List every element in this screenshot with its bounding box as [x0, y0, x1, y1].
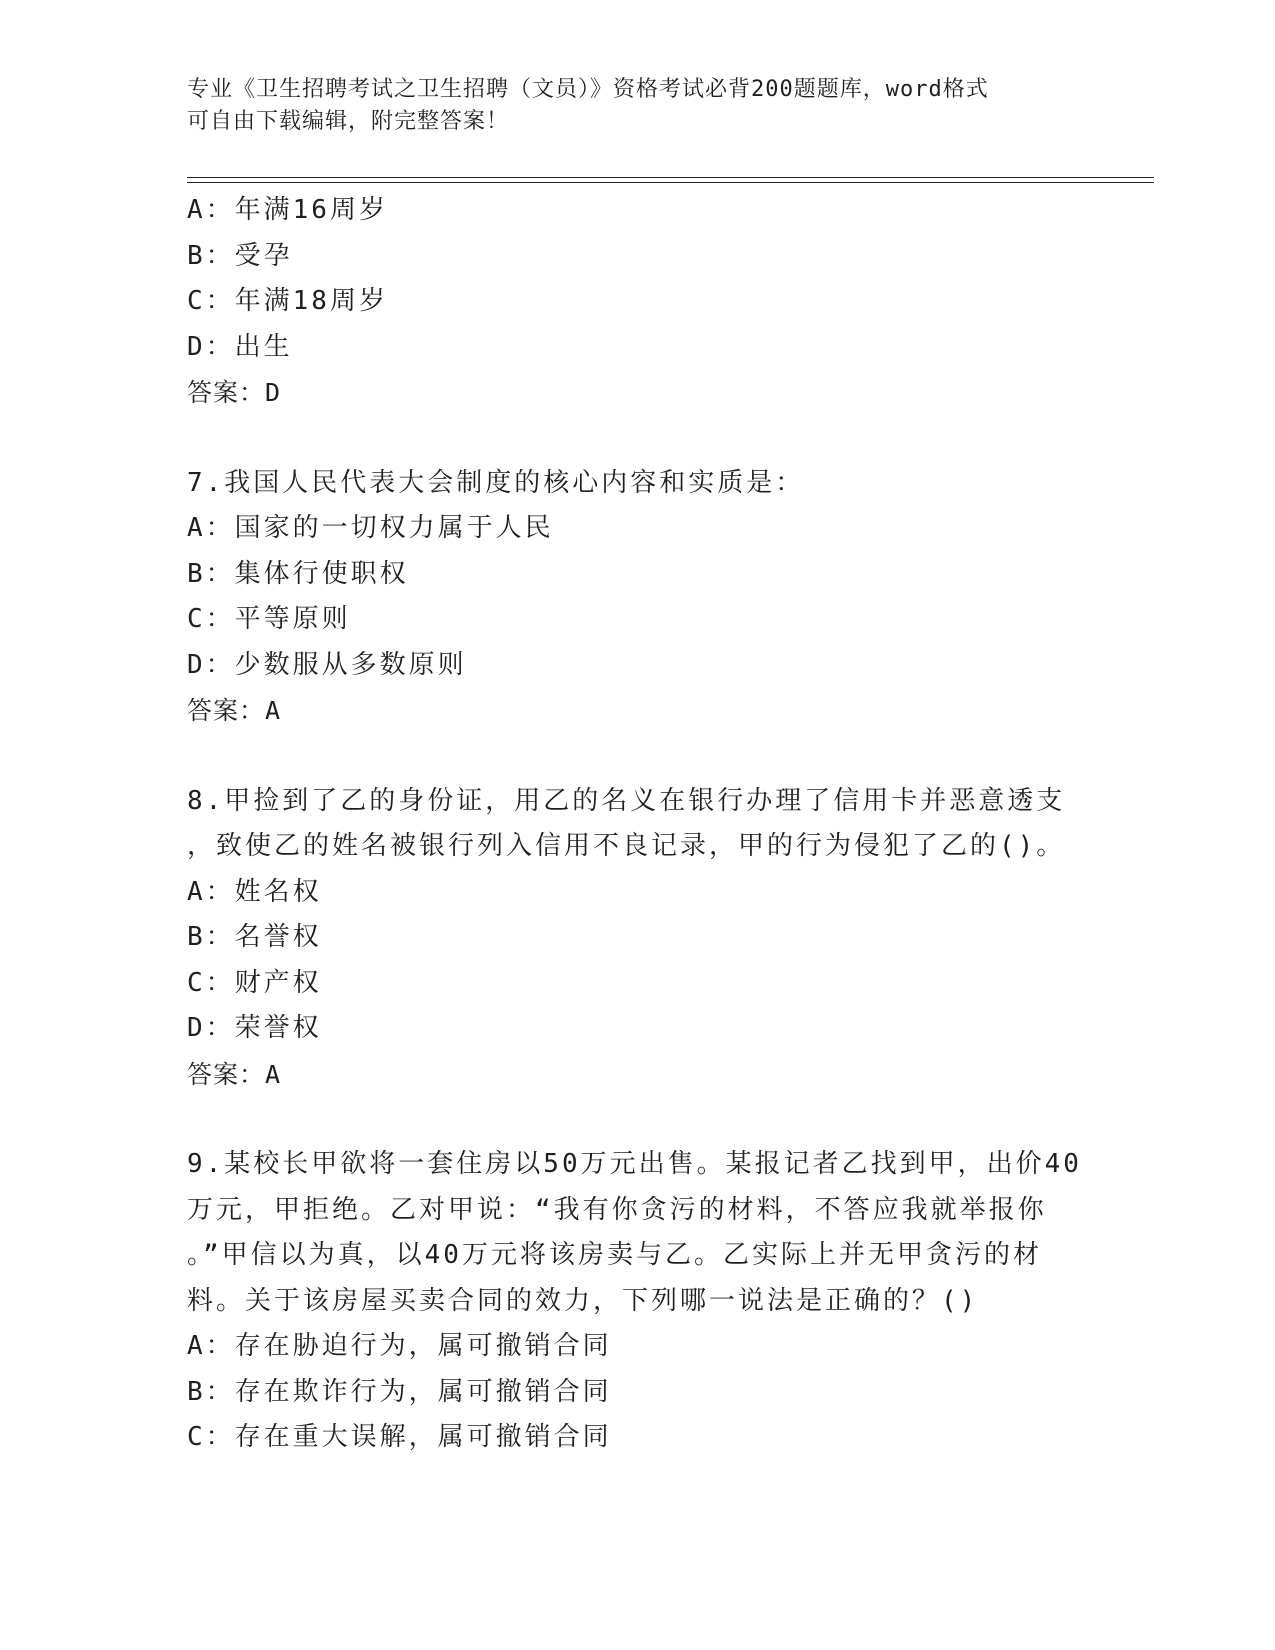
option-d: D：荣誉权 — [187, 1013, 322, 1043]
option-a: A：存在胁迫行为，属可撤销合同 — [187, 1331, 612, 1361]
option-a: A：姓名权 — [187, 876, 322, 907]
question-stem-line-4: 料。关于该房屋买卖合同的效力，下列哪一说法是正确的？() — [187, 1285, 979, 1316]
question-stem-line-3: 。”甲信以为真，以40万元将该房卖与乙。乙实际上并无甲贪污的材 — [187, 1240, 1042, 1270]
answer-label: 答案： — [187, 696, 266, 725]
spacer — [187, 1097, 1117, 1142]
option-d: D：出生 — [187, 331, 293, 362]
question-6 — [187, 188, 1117, 416]
question-stem: 7.我国人民代表大会制度的核心内容和实质是： — [187, 467, 805, 498]
question-stem-line-1: 9.某校长甲欲将一套住房以50万元出售。某报记者乙找到甲，出价40 — [187, 1149, 1082, 1179]
question-stem-line-2: 万元，甲拒绝。乙对甲说：“我有你贪污的材料，不答应我就举报你 — [187, 1194, 1047, 1225]
question-stem-line-2: ，致使乙的姓名被银行列入信用不良记录，甲的行为侵犯了乙的()。 — [187, 831, 1066, 861]
answer-value: A — [265, 1059, 281, 1089]
option-c: C：存在重大误解，属可撤销合同 — [187, 1422, 612, 1452]
answer-value: A — [265, 696, 281, 725]
option-c: C：财产权 — [187, 967, 322, 998]
answer-line — [187, 688, 1117, 734]
question-8 — [187, 779, 1117, 1098]
option-c: C：年满18周岁 — [187, 286, 388, 316]
option-b: B：集体行使职权 — [187, 558, 409, 589]
option-b: B：受孕 — [187, 240, 293, 271]
answer-line — [187, 1052, 1117, 1098]
option-c: C：平等原则 — [187, 604, 351, 634]
spacer — [187, 734, 1117, 779]
header-line-1: 专业《卫生招聘考试之卫生招聘（文员）》资格考试必背200题题库，word格式 — [187, 77, 989, 102]
spacer — [187, 416, 1117, 461]
document-header — [187, 74, 1087, 138]
header-divider-top — [187, 177, 1154, 178]
question-7 — [187, 461, 1117, 734]
answer-value: D — [265, 378, 281, 407]
answer-label: 答案： — [187, 1059, 266, 1089]
question-stem-line-1: 8.甲捡到了乙的身份证，用乙的名义在银行办理了信用卡并恶意透支 — [187, 785, 1066, 816]
option-b: B：存在欺诈行为，属可撤销合同 — [187, 1376, 612, 1407]
option-d: D：少数服从多数原则 — [187, 649, 467, 680]
question-9 — [187, 1142, 1117, 1461]
option-b: B：名誉权 — [187, 922, 322, 952]
option-a: A：年满16周岁 — [187, 195, 388, 225]
answer-label: 答案： — [187, 378, 266, 407]
option-a: A：国家的一切权力属于人民 — [187, 513, 554, 543]
answer-line — [187, 370, 1117, 416]
header-divider-bottom — [187, 182, 1154, 183]
header-line-2: 可自由下载编辑，附完整答案！ — [187, 109, 510, 134]
question-list — [187, 188, 1117, 1461]
